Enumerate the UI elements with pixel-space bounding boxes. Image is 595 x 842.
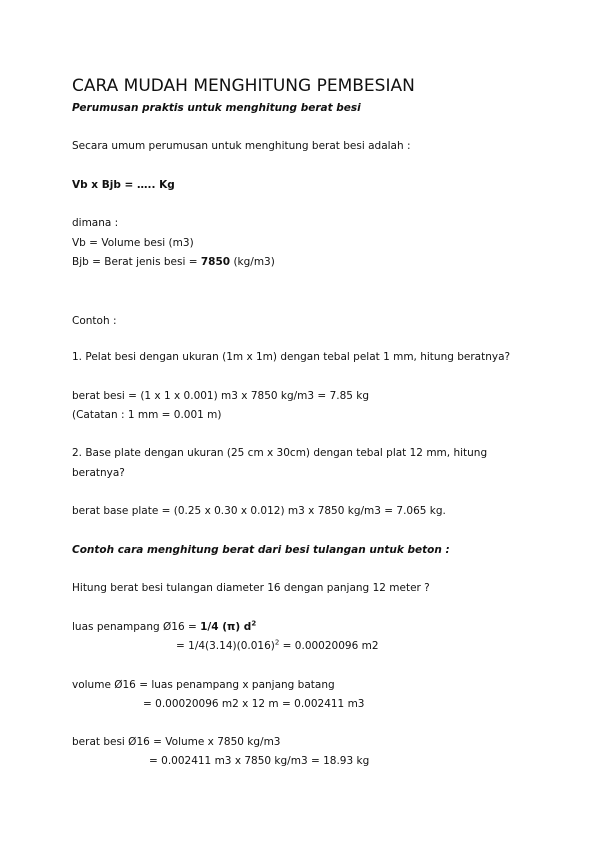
luas-exponent: 2: [251, 619, 257, 628]
vb-definition: Vb = Volume besi (m3): [72, 237, 194, 249]
contoh-label: Contoh :: [72, 315, 117, 327]
example-2-line2: beratnya?: [72, 467, 125, 479]
example-1-note: (Catatan : 1 mm = 0.001 m): [72, 409, 222, 421]
volume-line-1: volume Ø16 = luas penampang x panjang batang: [72, 679, 335, 691]
luas-line-2: = $1/4(3.14)(0.016)^2 = 0.00020096$ m2: [176, 638, 379, 652]
subtitle: Perumusan praktis untuk menghitung berat besi: [72, 102, 361, 114]
bjb-value: 7850: [200, 256, 231, 268]
bjb-prefix: Bjb = Berat jenis besi =: [72, 256, 201, 268]
berat-line-1: berat besi Ø16 = Volume x 7850 kg/m3: [72, 736, 281, 748]
task-text: Hitung berat besi tulangan diameter 16 dengan panjang 12 meter ?: [72, 582, 430, 594]
berat-line-2: = 0.002411 m3 x 7850 kg/m3 = 18.93 kg: [149, 755, 370, 767]
formula: Vb x Bjb = ….. Kg: [72, 179, 175, 191]
intro-text: Secara umum perumusan untuk menghitung berat besi adalah :: [72, 140, 411, 152]
luas2-exponent: 2: [274, 638, 280, 647]
bjb-definition: [72, 255, 275, 269]
example-1-calc: berat besi = (1 x 1 x 0.001) m3 x 7850 kg/m3 = 7.85 kg: [72, 390, 370, 402]
example-2-calc: berat base plate = (0.25 x 0.30 x 0.012) m3 x 7850 kg/m3 = 7.065 kg.: [72, 505, 446, 517]
example-1: 1. Pelat besi dengan ukuran (1m x 1m) dengan tebal pelat 1 mm, hitung beratnya?: [72, 351, 511, 363]
where-label: dimana :: [72, 217, 119, 229]
volume-line-2: = 0.00020096 m2 x 12 m = 0.002411 m3: [143, 698, 365, 710]
luas-formula: 1/4 (π) $d^2$: [200, 619, 257, 633]
luas-prefix: luas penampang Ø16 =: [72, 621, 201, 633]
bjb-unit: (kg/m3): [230, 256, 275, 268]
luas-line-1: [72, 620, 256, 634]
page-title: CARA MUDAH MENGHITUNG PEMBESIAN: [72, 76, 415, 96]
section-heading: Contoh cara menghitung berat dari besi tulangan untuk beton :: [72, 544, 450, 556]
example-2-line1: 2. Base plate dengan ukuran (25 cm x 30cm) dengan tebal plat 12 mm, hitung: [72, 447, 488, 459]
